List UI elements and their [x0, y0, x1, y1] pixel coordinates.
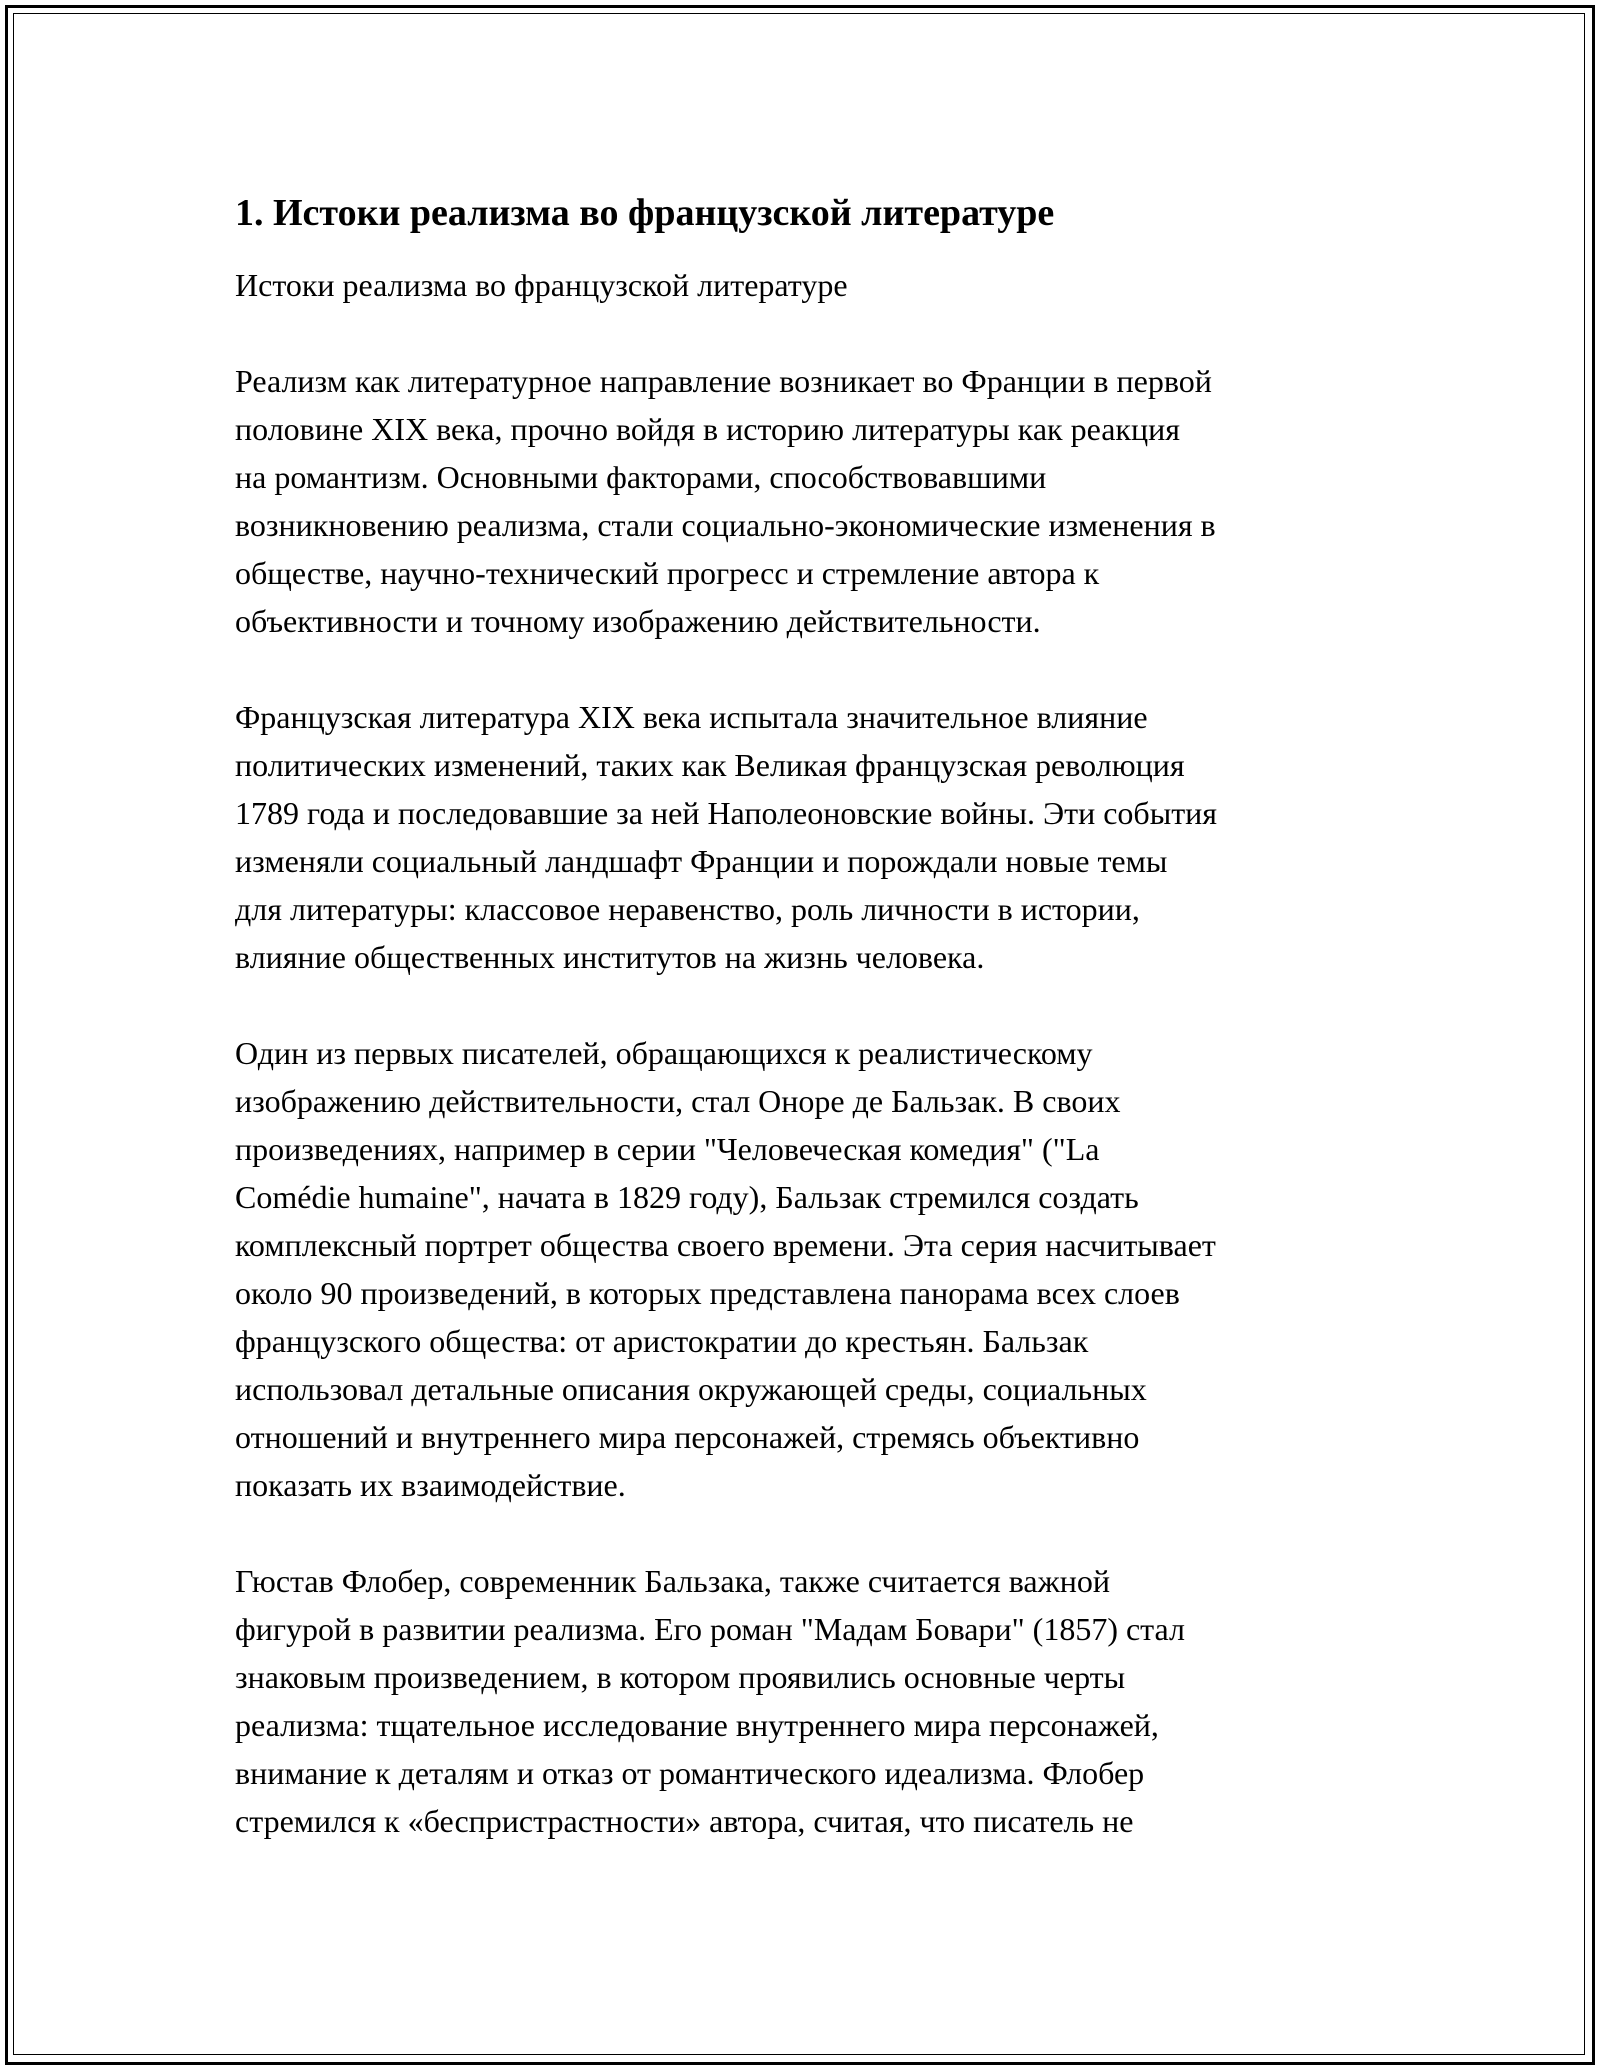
paragraph-2: Французская литература XIX века испытала значительное влияние политических изменений, таких как Великая французская революция 1789 года и последовавшие за ней Наполеоновские войны. Эти события изменяли социальный ландшафт Франции и порождали новые темы для литературы: классовое неравенство, роль личности в истории, влияние общественных институтов на жизнь человека. [235, 699, 1218, 975]
section-subtitle: Истоки реализма во французской литературе [235, 267, 848, 303]
paragraph-3: Один из первых писателей, обращающихся к реалистическому изображению действительности, стал Оноре де Бальзак. В своих произведениях, например в серии "Человеческая комедия" ("La Comédie humaine", начата в 1829 году), Бальзак стремился создать комплексный портрет общества своего времени. Эта серия насчитывает около 90 произведений, в которых представлена панорама всех слоев французского общества: от аристократии до крестьян. Бальзак использовал детальные описания окружающей среды, социальных отношений и внутреннего мира персонажей, стремясь объективно показать их взаимодействие. [235, 1035, 1216, 1503]
section-heading: 1. Истоки реализма во французской литературе [235, 192, 1055, 234]
page-content [235, 185, 1380, 1893]
paragraph-1: Реализм как литературное направление возникает во Франции в первой половине XIX века, прочно войдя в историю литературы как реакция на романтизм. Основными факторами, способствовавшими возникновению реализма, стали социально-экономические изменения в обществе, научно-технический прогресс и стремление автора к объективности и точному изображению действительности. [235, 363, 1216, 639]
paragraph-4: Гюстав Флобер, современник Бальзака, также считается важной фигурой в развитии реализма. Его роман "Мадам Бовари" (1857) стал знаковым произведением, в котором проявились основные черты реализма: тщательное исследование внутреннего мира персонажей, внимание к деталям и отказ от романтического идеализма. Флобер стремился к «беспристрастности» автора, считая, что писатель не [235, 1563, 1185, 1839]
